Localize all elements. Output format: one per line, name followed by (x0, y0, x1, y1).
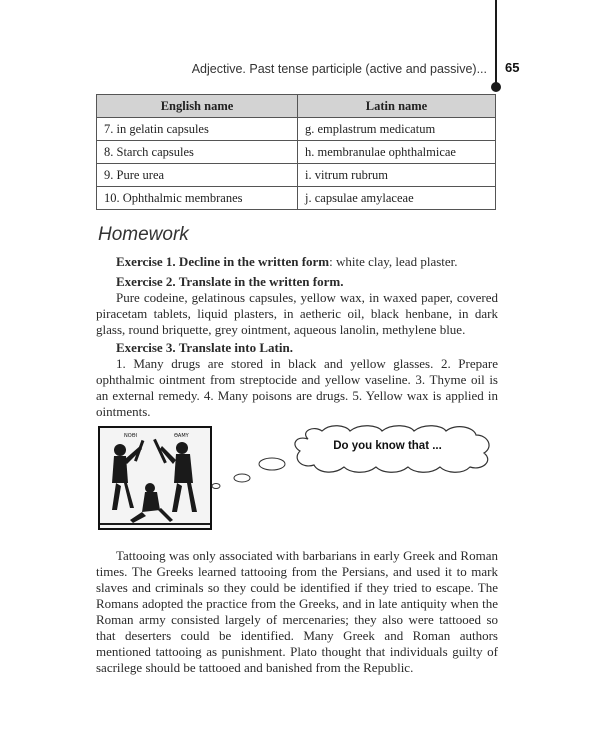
margin-rule-dot (491, 82, 501, 92)
latin-cell: g. emplastrum medicatum (298, 118, 496, 141)
greek-vase-illustration (98, 426, 212, 530)
vase-scene-drawing (100, 428, 210, 528)
terms-table (96, 94, 496, 210)
exercise-2-title-line (96, 274, 498, 290)
exercise-3-title: Exercise 3. Translate into Latin. (116, 340, 293, 355)
column-header-latin: Latin name (298, 95, 496, 118)
table-row (97, 187, 496, 210)
table-header-row (97, 95, 496, 118)
exercise-3-text: 1. Many drugs are stored in black and yellow glasses. 2. Prepare ophthalmic ointment from streptocide and yellow vaseline. 3. Thyme oil is an external remedy. 4. Many poisons are drugs. 5. Yellow wax is applied in ointments. (96, 356, 498, 419)
latin-cell: h. membranulae ophthalmicae (298, 141, 496, 164)
table-row (97, 118, 496, 141)
exercise-2-title: Exercise 2. Translate in the written form. (116, 274, 344, 289)
column-header-english: English name (97, 95, 298, 118)
english-cell: 7. in gelatin capsules (97, 118, 298, 141)
table-row (97, 164, 496, 187)
latin-cell: j. capsulae amylaceae (298, 187, 496, 210)
homework-heading: Homework (98, 224, 189, 245)
page-number: 65 (505, 60, 520, 75)
thought-bubble-large (252, 452, 292, 476)
exercise-1 (96, 254, 498, 270)
latin-cell: i. vitrum rubrum (298, 164, 496, 187)
running-title: Adjective. Past tense participle (active and passive)... (191, 62, 487, 76)
table-row (97, 141, 496, 164)
callout-text: Do you know that ... (333, 440, 442, 452)
english-cell: 8. Starch capsules (97, 141, 298, 164)
english-cell: 9. Pure urea (97, 164, 298, 187)
exercise-1-title: Exercise 1. Decline in the written form (116, 254, 330, 269)
tattooing-paragraph: Tattooing was only associated with barbarians in early Greek and Roman times. The Greeks learned tattooing from the Persians, and used it to mark slaves and criminals so they could be identified if they tried to escape. The Romans adopted the practice from the Greeks, and in late antiquity when the Roman army consisted largely of mercenaries; they also were tattooed so that deserters could be identified. Many Greek and Roman authors mentioned tattooing as punishment. Plato thought that individuals guilty of sacrilege should be tattooed and banished from the Republic. (96, 548, 498, 675)
english-cell: 10. Ophthalmic membranes (97, 187, 298, 210)
figure-label-right: ΘΑΜΥ (174, 433, 189, 439)
exercise-1-text: : white clay, lead plaster. (329, 254, 458, 269)
figure-label-left: ΝΟΘΙ (124, 433, 138, 439)
exercise-3-title-line (96, 340, 498, 356)
margin-rule (495, 0, 497, 85)
exercise-2-text: Pure codeine, gelatinous capsules, yellow wax, in waxed paper, covered piracetam tablets, liquid plasters, in aetheric oil, black henbane, in dark glass, round briquette, grey ointment, aqueous lanolin, methylene blue. (96, 290, 498, 337)
